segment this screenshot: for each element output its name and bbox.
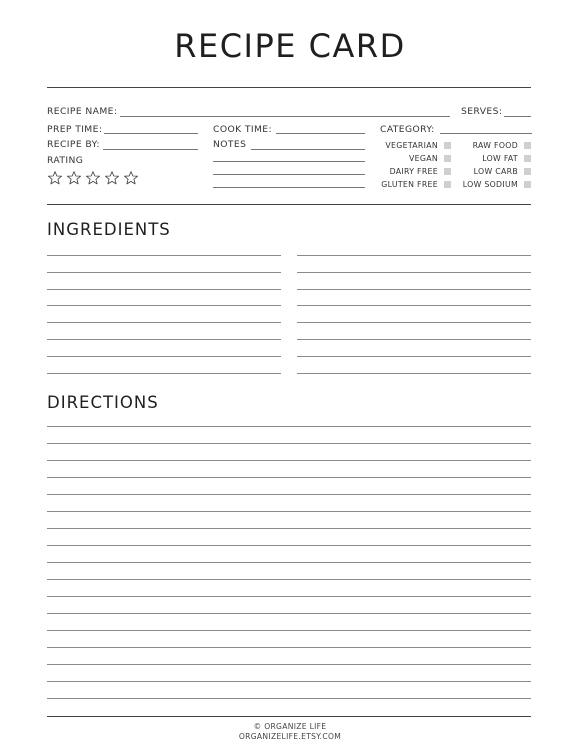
category-option-label: LOW CARB <box>473 167 518 176</box>
direction-line[interactable] <box>47 562 531 563</box>
ingredient-line[interactable] <box>297 272 531 273</box>
category-option-label: GLUTEN FREE <box>381 180 438 189</box>
low-sodium-checkbox[interactable] <box>524 181 531 188</box>
ingredient-line[interactable] <box>47 272 281 273</box>
ingredients-heading: INGREDIENTS <box>47 220 171 239</box>
ingredient-line[interactable] <box>47 322 281 323</box>
category-option-label: RAW FOOD <box>472 141 518 150</box>
low-carb-checkbox[interactable] <box>524 168 531 175</box>
footer-divider <box>47 716 531 717</box>
notes-line[interactable] <box>213 174 365 175</box>
page-title: RECIPE CARD <box>174 27 406 65</box>
direction-line[interactable] <box>47 681 531 682</box>
recipe-by-label: RECIPE BY: <box>47 139 100 150</box>
ingredient-line[interactable] <box>47 339 281 340</box>
rating-stars[interactable] <box>47 170 139 186</box>
header-divider <box>47 87 531 88</box>
ingredient-line[interactable] <box>297 305 531 306</box>
star-icon[interactable] <box>104 170 120 186</box>
prep-time-label: PREP TIME: <box>47 124 103 135</box>
direction-line[interactable] <box>47 664 531 665</box>
recipe-name-field[interactable] <box>120 116 450 117</box>
notes-line[interactable] <box>251 149 365 150</box>
star-icon[interactable] <box>47 170 63 186</box>
direction-line[interactable] <box>47 443 531 444</box>
category-option-label: DAIRY FREE <box>389 167 438 176</box>
ingredient-line[interactable] <box>297 255 531 256</box>
ingredient-line[interactable] <box>297 356 531 357</box>
recipe-name-label: RECIPE NAME: <box>47 106 118 117</box>
footer-website: ORGANIZELIFE.ETSY.COM <box>238 732 342 741</box>
ingredient-line[interactable] <box>47 356 281 357</box>
recipe-by-field[interactable] <box>103 149 198 150</box>
info-divider <box>47 204 531 205</box>
ingredient-line[interactable] <box>297 373 531 374</box>
ingredient-line[interactable] <box>47 305 281 306</box>
direction-line[interactable] <box>47 511 531 512</box>
direction-line[interactable] <box>47 494 531 495</box>
ingredient-line[interactable] <box>47 373 281 374</box>
direction-line[interactable] <box>47 647 531 648</box>
cook-time-label: COOK TIME: <box>213 124 272 135</box>
ingredient-line[interactable] <box>47 255 281 256</box>
direction-line[interactable] <box>47 613 531 614</box>
star-icon[interactable] <box>66 170 82 186</box>
notes-label: NOTES <box>213 139 247 150</box>
star-icon[interactable] <box>123 170 139 186</box>
direction-line[interactable] <box>47 630 531 631</box>
vegetarian-checkbox[interactable] <box>444 142 451 149</box>
category-field[interactable] <box>440 133 532 134</box>
low-fat-checkbox[interactable] <box>524 155 531 162</box>
category-option-label: LOW SODIUM <box>462 180 518 189</box>
gluten-free-checkbox[interactable] <box>444 181 451 188</box>
notes-line[interactable] <box>213 161 365 162</box>
category-option-label: VEGETARIAN <box>385 141 438 150</box>
direction-line[interactable] <box>47 545 531 546</box>
direction-line[interactable] <box>47 698 531 699</box>
ingredient-line[interactable] <box>297 289 531 290</box>
direction-line[interactable] <box>47 528 531 529</box>
category-option-label: LOW FAT <box>482 154 518 163</box>
notes-line[interactable] <box>213 187 365 188</box>
ingredient-line[interactable] <box>47 289 281 290</box>
dairy-free-checkbox[interactable] <box>444 168 451 175</box>
serves-label: SERVES: <box>461 106 503 117</box>
category-label: CATEGORY: <box>380 124 435 135</box>
category-option-label: VEGAN <box>409 154 438 163</box>
direction-line[interactable] <box>47 426 531 427</box>
footer-copyright: © ORGANIZE LIFE <box>253 722 327 731</box>
direction-line[interactable] <box>47 460 531 461</box>
prep-time-field[interactable] <box>104 133 198 134</box>
direction-line[interactable] <box>47 579 531 580</box>
star-icon[interactable] <box>85 170 101 186</box>
direction-line[interactable] <box>47 477 531 478</box>
raw-food-checkbox[interactable] <box>524 142 531 149</box>
rating-label: RATING <box>47 155 84 166</box>
vegan-checkbox[interactable] <box>444 155 451 162</box>
ingredient-line[interactable] <box>297 322 531 323</box>
direction-line[interactable] <box>47 596 531 597</box>
directions-heading: DIRECTIONS <box>47 393 159 412</box>
ingredient-line[interactable] <box>297 339 531 340</box>
serves-field[interactable] <box>504 116 531 117</box>
cook-time-field[interactable] <box>276 133 365 134</box>
